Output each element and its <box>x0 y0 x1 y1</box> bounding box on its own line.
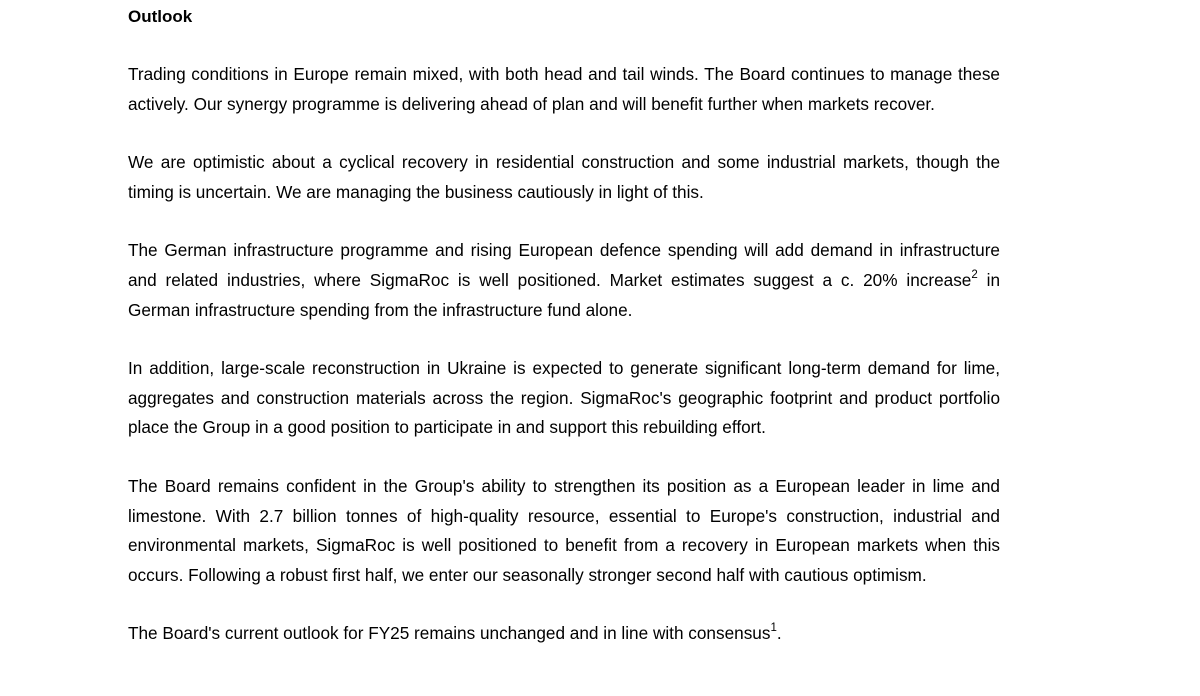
footnote-marker: 2 <box>971 268 978 281</box>
document-page <box>128 0 1000 678</box>
paragraph-text: . <box>776 623 782 644</box>
paragraph-text: in German infrastructure spending from the infrastructure fund alone. <box>128 269 1000 320</box>
paragraph-cyclical-recovery: We are optimistic about a cyclical recovery in residential construction and some industrial markets, though the timing is uncertain. We are managing the business cautiously in light of this. <box>128 152 1000 202</box>
paragraph-board-confidence: The Board remains confident in the Group's ability to strengthen its position as a European leader in lime and limestone. With 2.7 billion tonnes of high-quality resource, essential to Europe's construction, industrial and environmental markets, SigmaRoc is well positioned to benefit from a recovery in European markets when this occurs. Following a robust first half, we enter our seasonally stronger second half with cautious optimism. <box>128 475 1000 585</box>
paragraph-german-infrastructure <box>128 236 1000 325</box>
paragraph-ukraine-reconstruction: In addition, large-scale reconstruction in Ukraine is expected to generate significant long-term demand for lime, aggregates and construction materials across the region. SigmaRoc's geographic footprint and product portfolio place the Group in a good position to participate in and support this rebuilding effort. <box>128 358 1000 438</box>
paragraph-trading-conditions: Trading conditions in Europe remain mixed, with both head and tail winds. The Board continues to manage these actively. Our synergy programme is delivering ahead of plan and will benefit further when markets recover. <box>128 64 1000 114</box>
paragraph-fy25-outlook <box>128 619 1000 649</box>
paragraph-text: The German infrastructure programme and rising European defence spending will add demand in infrastructure and related industries, where SigmaRoc is well positioned. Market estimates suggest a c. 20% increase <box>128 240 1000 290</box>
footnote-marker: 1 <box>770 622 777 635</box>
paragraph-text: The Board's current outlook for FY25 remains unchanged and in line with consensus <box>128 623 771 644</box>
section-heading: Outlook <box>128 7 193 26</box>
